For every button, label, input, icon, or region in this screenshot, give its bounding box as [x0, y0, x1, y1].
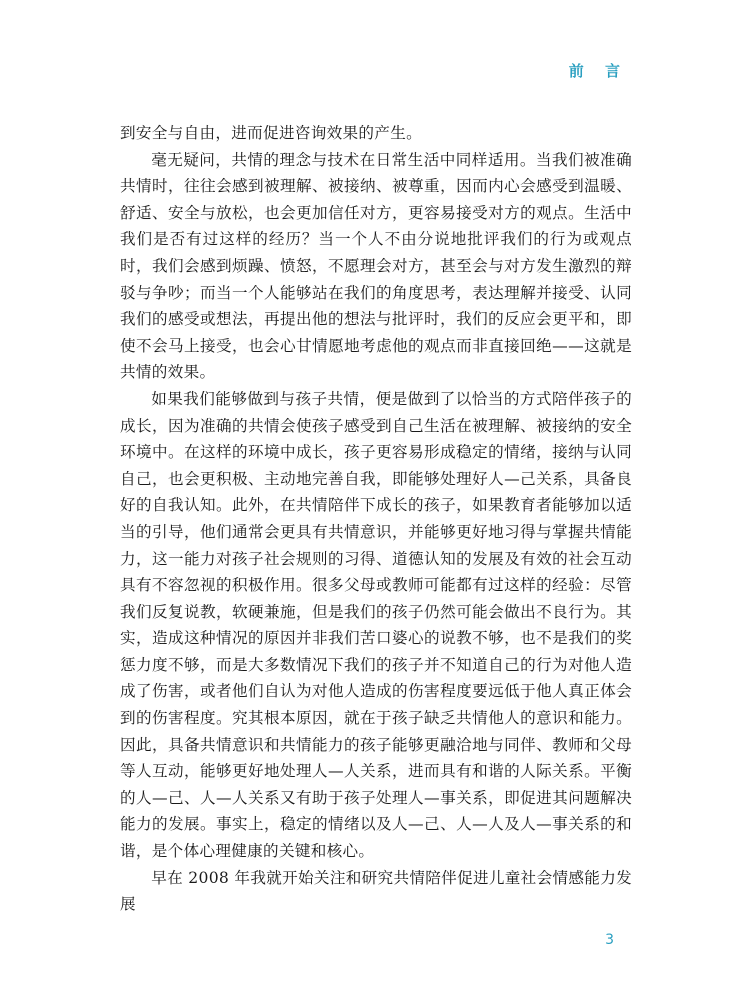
page-number: 3	[605, 932, 614, 948]
paragraph: 如果我们能够做到与孩子共情，便是做到了以恰当的方式陪伴孩子的成长，因为准确的共情会使孩子感受到自己生活在被理解、被接纳的安全环境中。在这样的环境中成长，孩子更容易形成稳定的情绪，接纳与认同自己，也会更积极、主动地完善自我，即能够处理好人—己关系，具备良好的自我认知。此外，在共情陪伴下成长的孩子，如果教育者能够加以适当的引导，他们通常会更具有共情意识，并能够更好地习得与掌握共情能力，这一能力对孩子社会规则的习得、道德认知的发展及有效的社会互动具有不容忽视的积极作用。很多父母或教师可能都有过这样的经验：尽管我们反复说教，软硬兼施，但是我们的孩子仍然可能会做出不良行为。其实，造成这种情况的原因并非我们苦口婆心的说教不够，也不是我们的奖惩力度不够，而是大多数情况下我们的孩子并不知道自己的行为对他人造成了伤害，或者他们自认为对他人造成的伤害程度要远低于他人真正体会到的伤害程度。究其根本原因，就在于孩子缺乏共情他人的意识和能力。因此，具备共情意识和共情能力的孩子能够更融洽地与同伴、教师和父母等人互动，能够更好地处理人—人关系，进而具有和谐的人际关系。平衡的人—己、人—人关系又有助于孩子处理人—事关系，即促进其问题解决能力的发展。事实上，稳定的情绪以及人—己、人—人及人—事关系的和谐，是个体心理健康的关键和核心。	[120, 389, 632, 861]
paragraph: 早在 2008 年我就开始关注和研究共情陪伴促进儿童社会情感能力发展	[120, 868, 632, 914]
running-header: 前 言	[568, 62, 628, 80]
body-text	[120, 120, 632, 918]
paragraph: 毫无疑问，共情的理念与技术在日常生活中同样适用。当我们被准确共情时，往往会感到被理解、被接纳、被尊重，因而内心会感受到温暖、舒适、安全与放松，也会更加信任对方，更容易接受对方的观点。生活中我们是否有过这样的经历？当一个人不由分说地批评我们的行为或观点时，我们会感到烦躁、愤怒，不愿理会对方，甚至会与对方发生激烈的辩驳与争吵；而当一个人能够站在我们的角度思考，表达理解并接受、认同我们的感受或想法，再提出他的想法与批评时，我们的反应会更平和，即使不会马上接受，也会心甘情愿地考虑他的观点而非直接回绝——这就是共情的效果。	[120, 150, 632, 382]
paragraph-continued: 到安全与自由，进而促进咨询效果的产生。	[120, 124, 422, 142]
